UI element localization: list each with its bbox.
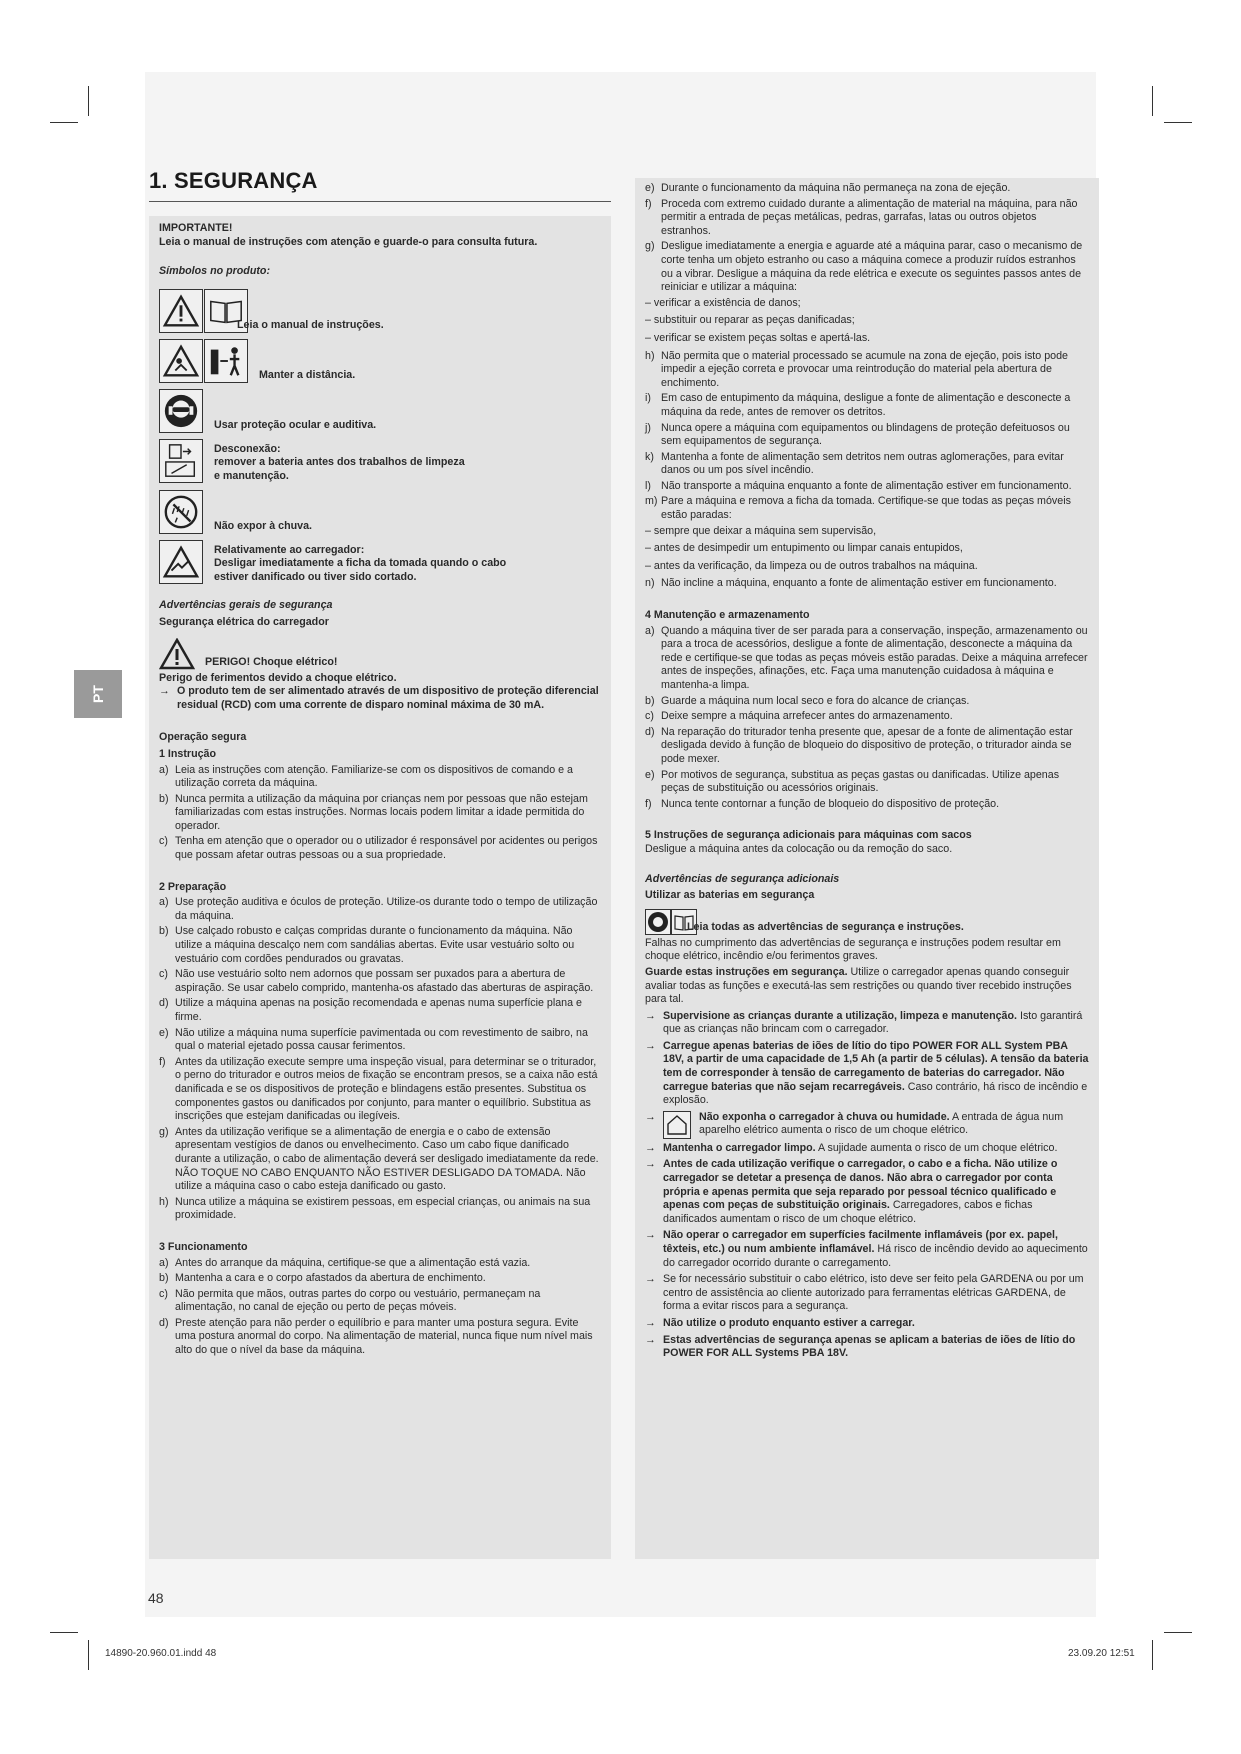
section-1-title: 1 Instrução xyxy=(159,747,217,760)
footer-date: 23.09.20 12:51 xyxy=(1068,1648,1135,1659)
bullet-item: → Supervisione as crianças durante a utilização, limpeza e manutenção. Isto garantirá que as crianças não brincam com o carregador. xyxy=(645,1009,1083,1036)
list-item: i) Em caso de entupimento da máquina, desligue a fonte de alimentação e desconecte a máquina da rede, antes de remover os detritos. xyxy=(645,392,1071,418)
list-item: b) Nunca permita a utilização da máquina por crianças nem por pessoas que não estejam familiarizadas com estas instruções. Normas locais podem limitar a idade permitida do operador. xyxy=(159,792,588,832)
danger-text: PERIGO! Choque elétrico! xyxy=(205,655,338,668)
eye-icon xyxy=(645,909,671,935)
symbol-text: Desconexão: remover a bateria antes dos trabalhos de limpeza e manutenção. xyxy=(214,442,465,482)
warning-projectile-icon xyxy=(159,339,203,383)
list-item: c) Deixe sempre a máquina arrefecer antes do armazenamento. xyxy=(645,710,953,723)
list-item: d) Na reparação do triturador tenha presente que, apesar de a fonte de alimentação estar desligada devido à função de bloqueio do dispositivo de proteção, o triturador ainda se pode mexer. xyxy=(645,725,1073,765)
list-item: m) Pare a máquina e remova a ficha da tomada. Certifique-se que todas as peças móveis estão paradas: xyxy=(645,495,1071,522)
list-item: d) Preste atenção para não perder o equilíbrio e para manter uma postura segura. Evite uma postura anormal do corpo. Na alimentação de material, nunca fique num nível mais alto do que o nível da base da máquina. xyxy=(159,1316,593,1357)
arrow-icon: → xyxy=(645,1229,656,1242)
house-icon xyxy=(663,1111,691,1139)
arrow-icon: → xyxy=(645,1110,656,1123)
general-heading: Advertências gerais de segurança xyxy=(159,599,333,612)
list-item: e) Durante o funcionamento da máquina não permaneça na zona de ejeção. xyxy=(645,182,1011,194)
additional-heading: Advertências de segurança adicionais xyxy=(645,872,840,885)
list-item: d) Utilize a máquina apenas na posição recomendada e apenas numa superfície plana e firme. xyxy=(159,997,582,1023)
list-item: h) Nunca utilize a máquina se existirem pessoas, em especial crianças, ou animais na sua proximidade. xyxy=(159,1195,591,1222)
crop-mark xyxy=(1152,86,1153,116)
arrow-icon: → xyxy=(645,1316,656,1329)
symbol-text: Não expor à chuva. xyxy=(214,519,313,532)
crop-mark xyxy=(1164,122,1192,123)
footer-file: 14890-20.960.01.indd 48 xyxy=(105,1648,217,1659)
crop-mark xyxy=(1152,1640,1153,1670)
bullet-item: → Carregue apenas baterias de iões de lítio do tipo POWER FOR ALL System PBA 18V, a partir de uma capacidade de 1,5 Ah (a partir de 5 células). A tensão da bateria tem de corresponder à tensão de carregamento de baterias do carregador. Não carregue baterias que não sejam recarregáveis. Caso contrário, há risco de incêndio e explosão. xyxy=(645,1039,1089,1107)
list-item: c) Não use vestuário solto nem adornos que possam ser puxados para a abertura de aspiração. Se usar cabelo comprido, mantenha-os afastado das aberturas de aspiração. xyxy=(159,968,594,994)
disconnect-battery-icon xyxy=(159,439,203,483)
list-item: c) Tenha em atenção que o operador ou o utilizador é responsável por acidentes ou perigos que possam afetar outras pessoas ou a sua propriedade. xyxy=(159,835,598,862)
bullet-item: → Mantenha o carregador limpo. A sujidade aumenta o risco de um choque elétrico. xyxy=(645,1141,1058,1154)
symbol-text: Relativamente ao carregador: Desligar imediatamente a ficha da tomada quando o cabo estiver danificado ou tiver sido cortado. xyxy=(214,543,507,583)
left-column xyxy=(149,216,611,1559)
symbols-heading: Símbolos no produto: xyxy=(159,265,271,278)
section-5-title: 5 Instruções de segurança adicionais para máquinas com sacos xyxy=(645,829,972,842)
list-item: a) Antes do arranque da máquina, certifique-se que a alimentação está vazia. xyxy=(159,1256,531,1269)
safe-operation-heading: Operação segura xyxy=(159,731,247,744)
right-column xyxy=(635,178,1099,1559)
crop-mark xyxy=(1164,1632,1192,1633)
list-item: b) Guarde a máquina num local seco e fora do alcance de crianças. xyxy=(645,694,970,707)
dash-item: – verificar se existem peças soltas e apertá-las. xyxy=(645,331,871,344)
list-item: e) Por motivos de segurança, substitua as peças gastas ou danificadas. Utilize apenas peças de substituição ou acessórios originais. xyxy=(645,768,1060,795)
symbol-text: Usar proteção ocular e auditiva. xyxy=(214,419,377,432)
bullet-item: → Estas advertências de segurança apenas se aplicam a baterias de iões de lítio do POWER FOR ALL Systems PBA 18V. xyxy=(645,1333,1076,1360)
crop-mark xyxy=(50,1632,78,1633)
crop-mark xyxy=(88,1640,89,1670)
symbol-text: Leia o manual de instruções. xyxy=(237,319,384,332)
symbol-charger xyxy=(159,540,601,585)
injury-text: Perigo de ferimentos devido a choque elétrico. xyxy=(159,671,397,684)
page-number: 48 xyxy=(148,1590,164,1606)
language-tab: PT xyxy=(74,670,122,718)
section-2-title: 2 Preparação xyxy=(159,880,227,893)
list-item: f) Antes da utilização execute sempre uma inspeção visual, para determinar se o triturador, o perno do triturador e outros meios de fixação se encontram presos, se a caixa não está danificada e se os dispositivos de proteção e blindagens estão presentes. Substitua os componentes gastos ou danificados por conjunto, para manter o equilíbrio. Substitua as inscrições que estejam danificadas ou ilegíveis. xyxy=(159,1055,598,1123)
important-heading: IMPORTANTE! xyxy=(159,222,233,234)
list-item: a) Leia as instruções com atenção. Familiarize-se com os dispositivos de comando e a utilização correta da máquina. xyxy=(159,763,573,790)
list-item: b) Mantenha a cara e o corpo afastados da abertura de enchimento. xyxy=(159,1272,486,1285)
crop-mark xyxy=(50,122,78,123)
list-item: g) Desligue imediatamente a energia e aguarde até a máquina parar, caso o mecanismo de corte tenha um objeto estranho ou caso a máquina comece a produzir ruídos estranhos ou a vibrar. Desligue a máquina da rede elétrica e execute os seguintes passos antes de reiniciar e utilizar a máquina: xyxy=(645,240,1083,294)
arrow-icon: → xyxy=(645,1039,656,1052)
section-3-title: 3 Funcionamento xyxy=(159,1240,248,1253)
list-item: k) Mantenha a fonte de alimentação sem detritos nem outras aglomerações, para evitar danos ou um pos sível incêndio. xyxy=(645,450,1064,477)
bullet-item: → Se for necessário substituir o cabo elétrico, isto deve ser feito pela GARDENA ou por um centro de assistência ao cliente autorizado para ferramentas elétricas GARDENA, de forma a evitar riscos para a segurança. xyxy=(645,1273,1084,1313)
arrow-icon: → xyxy=(645,1158,656,1171)
arrow-icon: → xyxy=(645,1009,656,1022)
title-rule xyxy=(149,201,611,202)
dash-item: – antes da verificação, da limpeza ou de outros trabalhos na máquina. xyxy=(645,559,978,572)
symbol-no-rain xyxy=(159,490,601,534)
danger-triangle-icon xyxy=(159,638,195,670)
dash-item: – antes de desimpedir um entupimento ou limpar canais entupidos, xyxy=(645,542,963,555)
page-title: 1. SEGURANÇA xyxy=(149,168,318,193)
warning-triangle-icon xyxy=(159,289,203,333)
dash-item: – substituir ou reparar as peças danificadas; xyxy=(645,314,855,327)
list-item: b) Use calçado robusto e calças compridas durante o funcionamento da máquina. Não utilize a máquina descalço nem com sandálias abertas. Evite usar vestuário solto ou vestuário com cordões pendurados ou gravatas. xyxy=(159,925,575,965)
list-item: a) Use proteção auditiva e óculos de proteção. Utilize-os durante todo o tempo de utilização da máquina. xyxy=(159,896,598,922)
list-item: a) Quando a máquina tiver de ser parada para a conservação, inspeção, armazenamento ou para a troca de acessórios, desligue a fonte de alimentação, desconecte a máquina da rede e certifique-se que todas as peças móveis estão paradas. Deixe a máquina arrefecer antes de inspeções, afinações, etc. Faça uma manutenção cuidadosa à máquina e mantenha-a limpa. xyxy=(645,624,1088,691)
section-4-title: 4 Manutenção e armazenamento xyxy=(645,609,810,622)
list-item: e) Não utilize a máquina numa superfície pavimentada ou com revestimento de saibro, na qual o material ejetado possa causar ferimentos. xyxy=(159,1026,588,1053)
symbol-ear-eye xyxy=(159,389,601,433)
list-item: j) Nunca opere a máquina com equipamentos ou blindagens de proteção defeituosos ou sem equipamentos de segurança. xyxy=(645,421,1070,448)
symbol-read-manual xyxy=(159,289,601,333)
list-item: f) Nunca tente contornar a função de bloqueio do dispositivo de proteção. xyxy=(645,797,1000,810)
charger-safety-heading: Segurança elétrica do carregador xyxy=(159,615,329,628)
list-item: n) Não incline a máquina, enquanto a fonte de alimentação estiver em funcionamento. xyxy=(645,577,1057,590)
danger-row xyxy=(159,638,601,670)
arrow-icon: → xyxy=(645,1333,656,1346)
rcd-note: → O produto tem de ser alimentado através de um dispositivo de proteção diferencial residual (RCD) com uma corrente de disparo nominal máxima de 30 mA. xyxy=(159,685,599,711)
arrow-icon: → xyxy=(645,1273,656,1286)
charger-warning-icon xyxy=(159,540,203,584)
read-all-text: Leia todas as advertências de segurança e instruções. xyxy=(687,921,964,934)
bullet-item: → Antes de cada utilização verifique o carregador, o cabo e a ficha. Não utilize o carregador se detetar a presença de danos. Não abra o carregador por conta própria e apenas permita que seja reparado por pessoal técnico qualificado e apenas com peças de substituição originais. Carregadores, cabos e fichas danificados aumentam o risco de um choque elétrico. xyxy=(645,1158,1058,1225)
bullet-item: → Não operar o carregador em superfícies facilmente inflamáveis (por ex. papel, têxteis, etc.) ou num ambiente inflamável. Há risco de incêndio devido ao aquecimento do carregador ocorrido durante o carregamento. xyxy=(645,1229,1088,1269)
list-item: g) Antes da utilização verifique se a alimentação de energia e o cabo de extensão apresentam vestígios de danos ou envelhecimento. Caso um cabo fique danificado durante a utilização, o cabo de alimentação deverá ser desligado imediatamente da rede. NÃO TOQUE NO CABO ENQUANTO NÃO ESTIVER DESLIGADO DA TOMADA. Não utilize a máquina caso o cabo esteja danificado ou gasto. xyxy=(159,1125,599,1193)
read-all-row xyxy=(645,909,1089,935)
list-item: f) Proceda com extremo cuidado durante a alimentação de material na máquina, para não permitir a entrada de peças metálicas, pedras, garrafas, latas ou outros objetos estranhos. xyxy=(645,197,1078,237)
symbol-text: Manter a distância. xyxy=(259,369,356,382)
list-item: c) Não permita que mãos, outras partes do corpo ou vestuário, permaneçam na alimentação, no canal de ejeção ou perto de peças móveis. xyxy=(159,1287,541,1314)
bullet-item-rain: → Não exponha o carregador à chuva ou humidade. A entrada de água num aparelho elétrico aumenta o risco de um choque elétrico. xyxy=(645,1111,1089,1139)
dash-item: – verificar a existência de danos; xyxy=(645,296,801,309)
keep-instructions: Guarde estas instruções em segurança. Utilize o carregador apenas quando conseguir avaliar todas as funções e executá-las sem restrições ou quando tiver recebido instruções para tal. xyxy=(645,965,1072,1006)
section-5-text: Desligue a máquina antes da colocação ou da remoção do saco. xyxy=(645,842,953,855)
crop-mark xyxy=(88,86,89,116)
keep-distance-icon xyxy=(204,339,248,383)
list-item: l) Não transporte a máquina enquanto a fonte de alimentação estiver em funcionamento. xyxy=(645,479,1072,492)
symbol-disconnect xyxy=(159,439,601,484)
arrow-icon: → xyxy=(645,1141,656,1154)
bullet-item: → Não utilize o produto enquanto estiver a carregar. xyxy=(645,1316,915,1329)
battery-heading: Utilizar as baterias em segurança xyxy=(645,889,815,902)
arrow-icon: → xyxy=(159,685,170,698)
ear-eye-protection-icon xyxy=(159,389,203,433)
no-rain-icon xyxy=(159,490,203,534)
symbol-keep-distance xyxy=(159,339,601,383)
dash-item: – sempre que deixar a máquina sem supervisão, xyxy=(645,524,877,537)
failures-text: Falhas no cumprimento das advertências de segurança e instruções podem resultar em choque elétrico, incêndio e/ou ferimentos graves. xyxy=(645,936,1061,963)
list-item: h) Não permita que o material processado se acumule na zona de ejeção, pois isto pode impedir a ejeção correta e provocar uma reintrodução do material pela abertura de enchimento. xyxy=(645,349,1068,389)
important-text: Leia o manual de instruções com atenção e guarde-o para consulta futura. xyxy=(159,235,538,248)
